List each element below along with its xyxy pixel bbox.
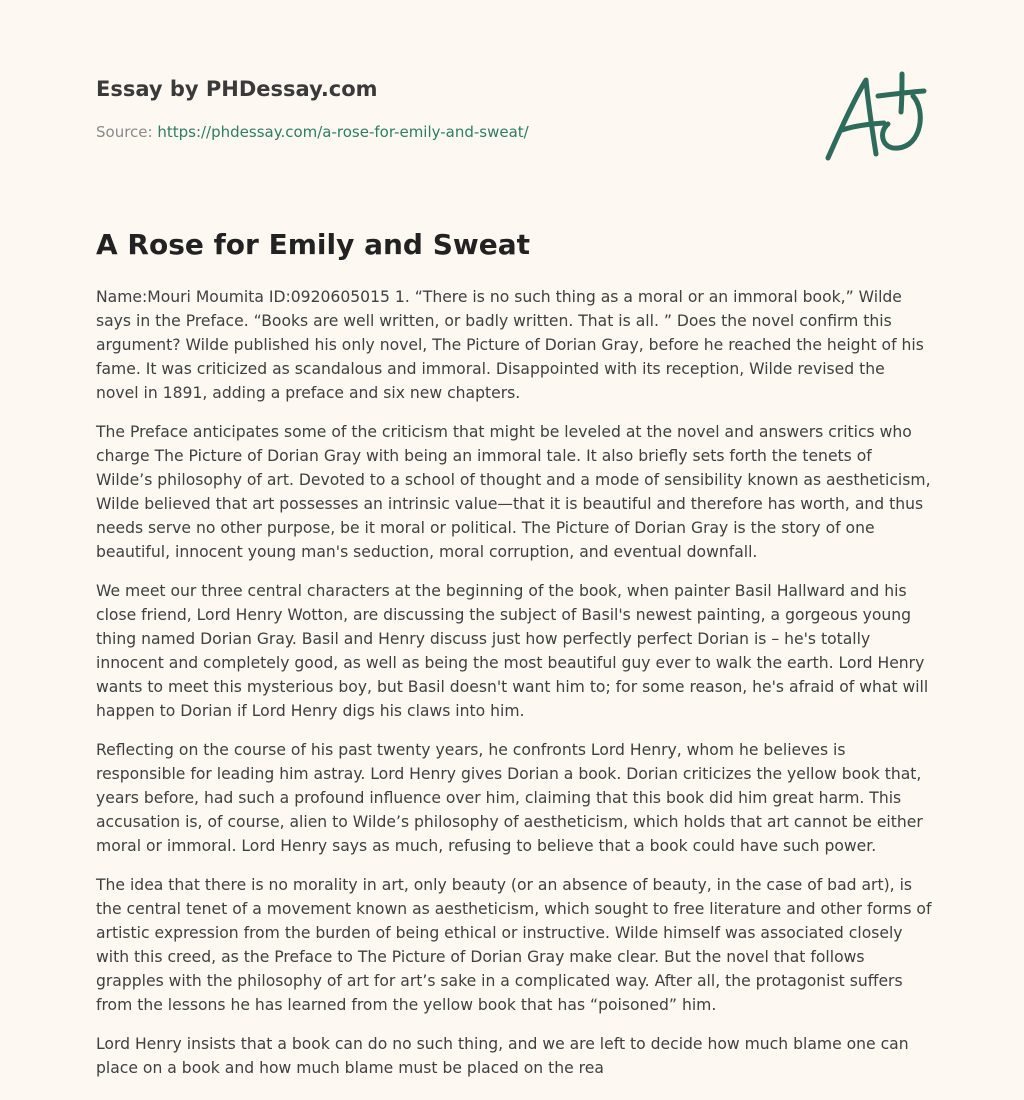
essay-paragraph: Lord Henry insists that a book can do no such thing, and we are left to decide how much blame one can place on a book and how much blame must be placed on the rea bbox=[96, 1035, 909, 1077]
essay-paragraph: Name:Mouri Moumita ID:0920605015 1. “There is no such thing as a moral or an immoral book,” Wilde says in the Preface. “Books are well written, or badly written. That is all. ” Does the novel confirm this argument? Wilde published his only novel, The Picture of Dorian Gray, before he reached the height of his fame. It was criticized as scandalous and immoral. Disappointed with its reception, Wilde revised the novel in 1891, adding a preface and six new chapters. bbox=[96, 288, 924, 402]
essay-paragraph: The idea that there is no morality in art, only beauty (or an absence of beauty, in the case of bad art), is the central tenet of a movement known as aestheticism, which sought to free literature and other forms of artistic expression from the burden of being ethical or instructive. Wilde himself was associated closely with this creed, as the Preface to The Picture of Dorian Gray make clear. But the novel that follows grapples with the philosophy of art for art’s sake in a complicated way. After all, the protagonist suffers from the lessons he has learned from the yellow book that has “poisoned” him. bbox=[96, 876, 932, 1014]
essay-paragraph: Reflecting on the course of his past twenty years, he confronts Lord Henry, whom he believes is responsible for leading him astray. Lord Henry gives Dorian a book. Dorian criticizes the yellow book that, years before, had such a profound influence over him, claiming that this book did him great harm. This accusation is, of course, alien to Wilde’s philosophy of aestheticism, which holds that art cannot be either moral or immoral. Lord Henry says as much, refusing to believe that a book could have such power. bbox=[96, 741, 923, 855]
source-line bbox=[96, 122, 796, 142]
site-brand: Essay by PHDessay.com bbox=[96, 77, 378, 101]
essay-body bbox=[96, 285, 932, 1095]
source-link[interactable]: https://phdessay.com/a-rose-for-emily-and-sweat/ bbox=[157, 123, 529, 141]
page-header bbox=[96, 74, 796, 142]
source-label: Source: bbox=[96, 123, 158, 141]
essay-title: A Rose for Emily and Sweat bbox=[96, 228, 531, 261]
essay-paragraph: The Preface anticipates some of the criticism that might be leveled at the novel and answers critics who charge The Picture of Dorian Gray with being an immoral tale. It also briefly sets forth the tenets of Wilde’s philosophy of art. Devoted to a school of thought and a mode of sensibility known as aestheticism, Wilde believed that art possesses an intrinsic value—that it is beautiful and therefore has worth, and thus needs serve no other purpose, be it moral or political. The Picture of Dorian Gray is the story of one beautiful, innocent young man's seduction, moral corruption, and eventual downfall. bbox=[96, 423, 931, 561]
essay-paragraph: We meet our three central characters at the beginning of the book, when painter Basil Hallward and his close friend, Lord Henry Wotton, are discussing the subject of Basil's newest painting, a gorgeous young thing named Dorian Gray. Basil and Henry discuss just how perfectly perfect Dorian is – he's totally innocent and completely good, as well as being the most beautiful guy ever to walk the earth. Lord Henry wants to meet this mysterious boy, but Basil doesn't want him to; for some reason, he's afraid of what will happen to Dorian if Lord Henry digs his claws into him. bbox=[96, 582, 929, 720]
a-plus-icon bbox=[818, 66, 930, 166]
